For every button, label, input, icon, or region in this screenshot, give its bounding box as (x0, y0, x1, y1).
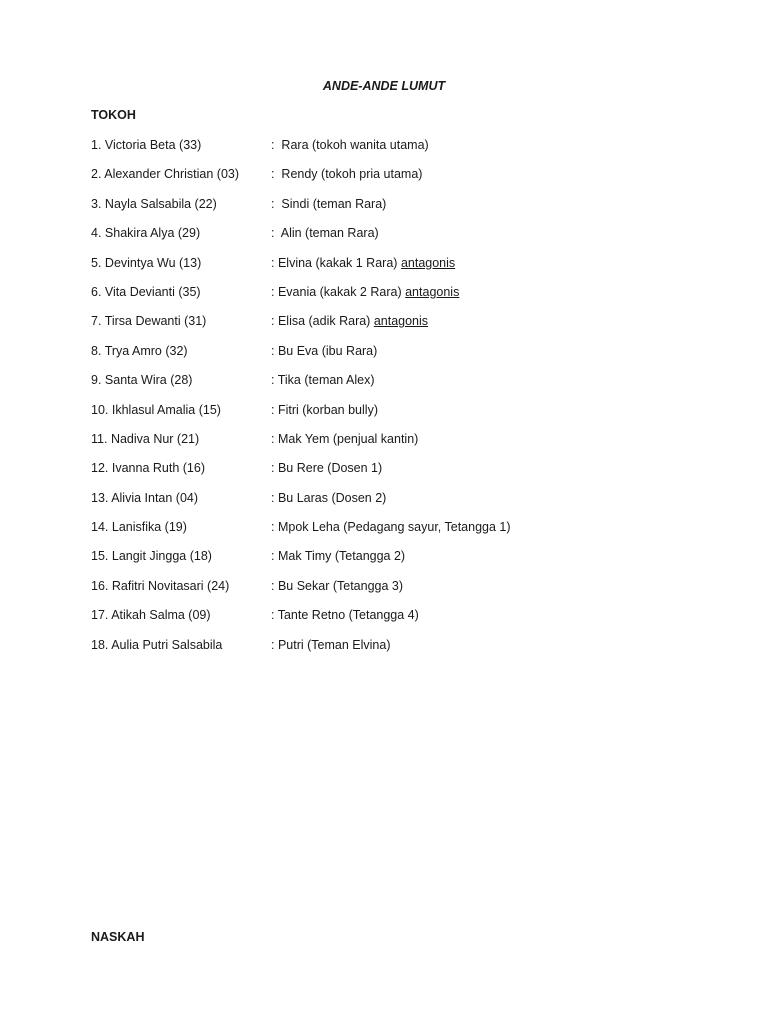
cast-actor-name: Alexander Christian (03) (104, 167, 240, 182)
cast-row (91, 608, 691, 637)
cast-separator: : (271, 490, 278, 505)
cast-actor-name: Victoria Beta (33) (104, 138, 202, 152)
cast-actor (91, 138, 201, 152)
cast-role-name: Mak Yem (penjual kantin) (277, 431, 419, 446)
cast-actor-name: Atikah Salma (09) (111, 608, 211, 623)
cast-number: 2. (91, 167, 102, 182)
cast-separator: : (271, 520, 278, 535)
cast-row (91, 138, 691, 167)
cast-role (271, 314, 428, 328)
cast-number: 13. (91, 490, 109, 505)
document-title: ANDE-ANDE LUMUT (322, 79, 446, 93)
cast-separator: : (271, 196, 282, 211)
cast-separator: : (271, 549, 278, 564)
section-heading-script: NASKAH (91, 930, 145, 944)
cast-actor-name: Langit Jingga (18) (111, 549, 212, 564)
cast-actor-name: Trya Amro (32) (104, 343, 188, 358)
cast-separator: : (271, 608, 278, 623)
cast-separator: : (271, 226, 281, 241)
cast-role-name: Bu Eva (ibu Rara) (277, 343, 378, 358)
cast-role (271, 285, 459, 299)
cast-role (271, 491, 386, 505)
cast-role-name: Bu Laras (Dosen 2) (277, 490, 387, 505)
cast-separator: : (271, 402, 278, 417)
cast-role-name: Sindi (teman Rara) (281, 196, 387, 211)
cast-list (91, 138, 691, 667)
cast-actor (91, 314, 206, 328)
cast-role-name: Mak Timy (Tetangga 2) (277, 549, 406, 564)
cast-separator: : (271, 284, 278, 299)
cast-number: 7. (91, 314, 102, 329)
cast-number: 8. (91, 343, 102, 358)
cast-actor (91, 638, 222, 652)
cast-number: 11. (91, 431, 108, 446)
cast-row (91, 491, 691, 520)
cast-actor (91, 579, 229, 593)
cast-role (271, 608, 419, 622)
cast-actor (91, 226, 200, 240)
cast-row (91, 579, 691, 608)
cast-role-name: Putri (Teman Elvina) (277, 637, 391, 652)
cast-row (91, 432, 691, 461)
cast-role-tag: antagonis (373, 314, 429, 329)
cast-separator: : (271, 373, 278, 388)
cast-number: 15. (91, 549, 109, 564)
cast-role (271, 138, 429, 152)
cast-row (91, 197, 691, 226)
cast-role-name: Alin (teman Rara) (280, 226, 379, 241)
cast-actor-name: Santa Wira (28) (104, 373, 193, 388)
cast-role-name: Rendy (tokoh pria utama) (281, 167, 423, 182)
cast-actor (91, 403, 221, 417)
cast-actor (91, 373, 192, 387)
cast-role (271, 256, 455, 270)
cast-separator: : (271, 343, 278, 358)
cast-role-name: Bu Sekar (Tetangga 3) (277, 578, 404, 593)
cast-role (271, 461, 382, 475)
cast-separator: : (271, 167, 282, 182)
cast-number: 17. (91, 608, 109, 623)
cast-separator: : (271, 431, 278, 446)
cast-separator: : (271, 314, 278, 329)
cast-row (91, 344, 691, 373)
cast-actor-name: Shakira Alya (29) (104, 226, 201, 241)
cast-row (91, 256, 691, 285)
cast-number: 12. (91, 461, 109, 476)
cast-role (271, 167, 422, 181)
cast-row (91, 373, 691, 402)
cast-role-name: Bu Rere (Dosen 1) (277, 461, 383, 476)
cast-row (91, 461, 691, 490)
cast-actor (91, 285, 201, 299)
cast-number: 6. (91, 284, 102, 299)
cast-number: 16. (91, 578, 109, 593)
cast-actor-name: Ikhlasul Amalia (15) (111, 402, 221, 417)
cast-role-name: Rara (tokoh wanita utama) (281, 138, 429, 152)
cast-role-tag: antagonis (400, 255, 456, 270)
cast-actor-name: Nadiva Nur (21) (110, 431, 200, 446)
cast-row (91, 520, 691, 549)
cast-actor-name: Rafitri Novitasari (24) (111, 578, 230, 593)
cast-number: 14. (91, 520, 109, 535)
cast-actor (91, 432, 199, 446)
cast-separator: : (271, 461, 278, 476)
cast-number: 9. (91, 373, 102, 388)
cast-role (271, 226, 379, 240)
cast-actor (91, 549, 212, 563)
cast-role-name: Tante Retno (Tetangga 4) (277, 608, 419, 623)
cast-role-tag: antagonis (405, 284, 460, 299)
cast-role (271, 549, 405, 563)
cast-actor (91, 256, 201, 270)
cast-separator: : (271, 255, 278, 270)
cast-role (271, 638, 391, 652)
cast-role (271, 344, 377, 358)
cast-actor (91, 197, 217, 211)
cast-role (271, 197, 386, 211)
cast-number: 18. (91, 637, 109, 652)
cast-row (91, 285, 691, 314)
section-heading-cast: TOKOH (91, 108, 136, 122)
cast-number: 3. (91, 196, 102, 211)
cast-number: 5. (91, 255, 102, 270)
cast-role-name: Mpok Leha (Pedagang sayur, Tetangga 1) (277, 520, 511, 535)
cast-role-name: Elvina (kakak 1 Rara) (277, 255, 398, 270)
cast-actor-name: Ivanna Ruth (16) (111, 461, 205, 476)
cast-actor-name: Tirsa Dewanti (31) (104, 314, 207, 329)
cast-separator: : (271, 578, 278, 593)
cast-role-name: Elisa (adik Rara) (277, 314, 371, 329)
cast-actor (91, 167, 239, 181)
cast-actor (91, 608, 211, 622)
cast-actor-name: Lanisfika (19) (111, 520, 187, 535)
cast-role (271, 373, 375, 387)
cast-actor (91, 520, 187, 534)
cast-role (271, 403, 378, 417)
cast-number: 10. (91, 402, 109, 417)
cast-separator: : (271, 637, 278, 652)
cast-row (91, 226, 691, 255)
cast-role-name: Fitri (korban bully) (277, 402, 378, 417)
cast-actor-name: Vita Devianti (35) (104, 284, 201, 299)
cast-actor (91, 344, 188, 358)
cast-role-name: Evania (kakak 2 Rara) (277, 284, 402, 299)
cast-number: 4. (91, 226, 102, 241)
cast-row (91, 314, 691, 343)
cast-actor-name: Alivia Intan (04) (111, 490, 199, 505)
cast-role (271, 432, 418, 446)
cast-number: 1. (91, 138, 102, 152)
cast-actor (91, 461, 205, 475)
cast-row (91, 549, 691, 578)
cast-row (91, 167, 691, 196)
cast-actor-name: Nayla Salsabila (22) (104, 196, 217, 211)
cast-role-name: Tika (teman Alex) (277, 373, 375, 388)
cast-actor-name: Aulia Putri Salsabila (111, 637, 223, 652)
cast-role (271, 579, 403, 593)
cast-role (271, 520, 511, 534)
cast-actor-name: Devintya Wu (13) (104, 255, 202, 270)
cast-row (91, 638, 691, 667)
cast-row (91, 403, 691, 432)
cast-actor (91, 491, 198, 505)
cast-separator: : (271, 138, 282, 152)
